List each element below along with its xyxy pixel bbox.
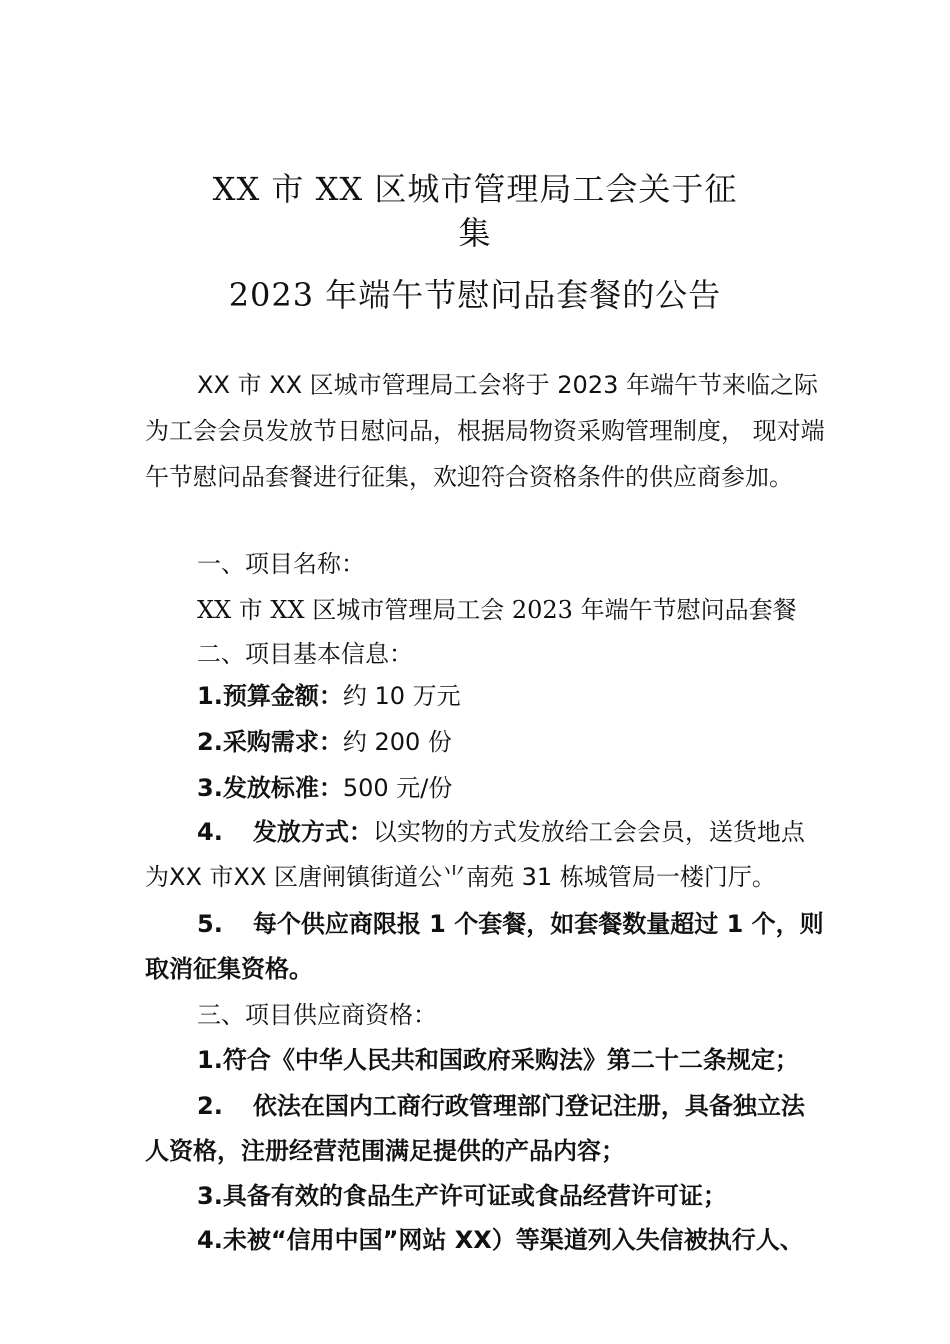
qual-text-2: 依法在国内工商行政管理部门登记注册，具备独立法人资格，注册经营范围满足提供的产品内容；	[145, 1092, 805, 1165]
qual-item-3: 3.具备有效的食品生产许可证或食品经营许可证；	[197, 1182, 727, 1210]
info-num-limit: 5.	[197, 910, 223, 938]
info-item-standard	[197, 770, 452, 806]
section1-heading: 一、项目名称：	[197, 550, 365, 578]
project-name-text: XX 市 XX 区城市管理局工会 2023 年端午节慰问品套餐	[197, 596, 797, 624]
info-value-demand: 约 200 份	[342, 728, 452, 756]
qual-item-1: 1.符合《中华人民共和国政府采购法》第二十二条规定；	[197, 1046, 799, 1074]
qual-num-2: 2.	[197, 1092, 223, 1120]
title-line-1: XX 市 XX 区城市管理局工会关于征	[212, 170, 738, 208]
title-line-3: 2023 年端午节慰问品套餐的公告	[228, 276, 722, 314]
section2-heading: 二、项目基本信息：	[197, 640, 413, 668]
info-label-standard: 3.发放标准：	[197, 774, 343, 802]
info-label-demand: 2.采购需求：	[197, 728, 343, 756]
info-value-standard: 500 元/份	[342, 774, 453, 802]
info-item-demand	[197, 724, 452, 760]
info-item-delivery	[145, 810, 825, 900]
info-value-budget: 约 10 万元	[342, 682, 461, 710]
qual-item-2	[145, 1084, 825, 1174]
info-item-limit	[145, 902, 825, 992]
info-value-delivery: 以实物的方式发放给工会会员，送货地点为XX 市XX 区唐闸镇街道公⺌南苑 31 栋城管局一楼门厅。	[145, 818, 805, 891]
info-label-delivery: 发放方式：	[252, 818, 373, 846]
project-name	[197, 592, 797, 628]
info-item-budget	[197, 678, 461, 714]
title-line-2: 集	[458, 214, 492, 252]
info-label-budget: 1.预算金额：	[197, 682, 343, 710]
section3-heading: 三、项目供应商资格：	[197, 1001, 437, 1029]
intro-paragraph: XX 市 XX 区城市管理局工会将于 2023 年端午节来临之际为工会会员发放节日慰问品，根据局物资采购管理制度， 现对端午节慰问品套餐进行征集，欢迎符合资格条件的供应商参加。	[145, 371, 825, 491]
info-num-delivery: 4.	[197, 818, 223, 846]
info-value-limit: 每个供应商限报 1 个套餐，如套餐数量超过 1 个，则取消征集资格。	[145, 910, 824, 983]
qual-item-4: 4.未被“信用中国”网站 XX）等渠道列入失信被执行人、	[197, 1226, 804, 1254]
